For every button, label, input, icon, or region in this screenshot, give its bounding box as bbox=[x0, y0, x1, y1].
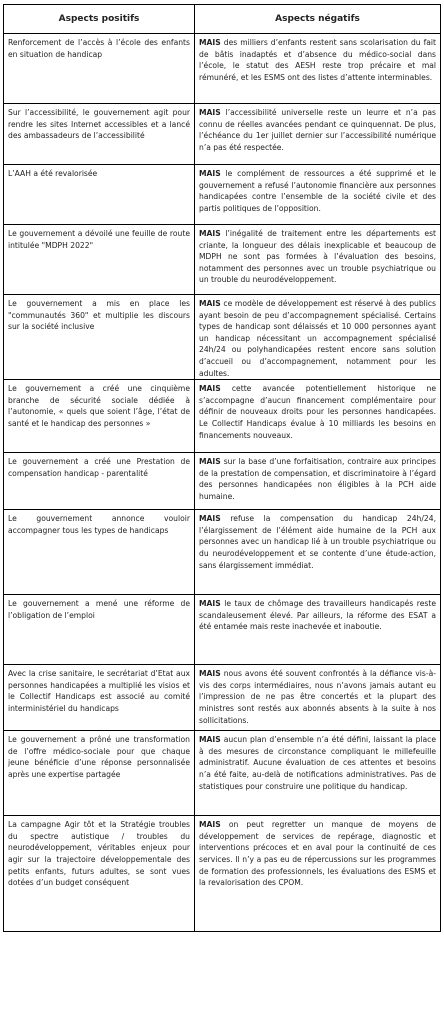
table-row bbox=[4, 34, 441, 104]
mais-label: MAIS bbox=[199, 599, 221, 609]
positive-cell: Le gouvernement a créé une Prestation de compensation handicap - parentalité bbox=[4, 453, 195, 510]
negative-cell bbox=[195, 295, 441, 380]
negative-text: des milliers d’enfants restent sans scolarisation du fait de bâtis inadaptés et d’absence du médico-social dans l’école, le statut des AESH reste trop précaire et mal rémunéré, et les ESMS ont des listes d’attente interminables. bbox=[199, 38, 436, 82]
negative-cell bbox=[195, 816, 441, 932]
negative-text: nous avons été souvent confrontés à la défiance vis-à-vis des corps intermédiaires, nous n’avons jamais autant eu l’impression de ne pas être concertés et la plupart des ministres sont restés aux abonnés absents à la suite à nos sollicitations. bbox=[199, 669, 436, 725]
negative-text: l’accessibilité universelle reste un leurre et n’a pas connu de réelles avancées pendant ce quinquennat. De plus, l’échéance du 1er juillet dernier sur l’accessibilité numérique n’a pas été respectée. bbox=[199, 108, 436, 152]
negative-cell bbox=[195, 665, 441, 731]
positive-cell: Le gouvernement a prôné une transformation de l’offre médico-sociale pour que chaque jeune bénéficie d’une réponse personnalisée après une expertise partagée bbox=[4, 731, 195, 816]
negative-cell bbox=[195, 595, 441, 665]
mais-label: MAIS bbox=[199, 108, 221, 117]
table-row bbox=[4, 165, 441, 225]
negative-cell bbox=[195, 104, 441, 165]
negative-text: aucun plan d’ensemble n’a été défini, laissant la place à des mesures de circonstance compliquant le millefeuille administratif. Aucune évaluation de ces attentes et besoins n’a été faite, au-delà de notifications administratives. Pas de statistiques pour construire une politique du handicap. bbox=[199, 735, 437, 791]
table-row bbox=[4, 104, 441, 165]
positive-cell: L’AAH a été revalorisée bbox=[4, 165, 195, 225]
negative-text: sur la base d’une forfaitisation, contraire aux principes de la prestation de compensation, et discriminatoire à l’égard des personnes handicapées non éligibles à la PCH aide humaine. bbox=[199, 457, 436, 501]
header-positive: Aspects positifs bbox=[4, 5, 195, 34]
table-row bbox=[4, 380, 441, 453]
negative-text: le complément de ressources a été supprimé et le gouvernement a refusé l’autonomie financière aux personnes handicapées contre l’ensemble de la société civile et des partis politiques de l’opposition. bbox=[199, 169, 436, 213]
negative-cell bbox=[195, 225, 441, 295]
mais-label: MAIS bbox=[199, 169, 221, 178]
negative-cell bbox=[195, 453, 441, 510]
mais-label: MAIS bbox=[199, 820, 221, 830]
table-row bbox=[4, 816, 441, 932]
positive-cell: Le gouvernement annonce vouloir accompagner tous les types de handicaps bbox=[4, 510, 195, 595]
mais-label: MAIS bbox=[199, 514, 221, 524]
positive-cell: Le gouvernement a créé une cinquième branche de sécurité sociale dédiée à l’autonomie, « quels que soient l’âge, l’état de santé et le handicap des personnes » bbox=[4, 380, 195, 453]
negative-text: ce modèle de développement est réservé à des publics ayant besoin de peu d’accompagnement spécialisé. Certains types de handicap sont délaissés et 10 000 personnes ayant un handicap nécessitant un accompagnement spécialisé 24h/24 ou polyhandicapées restent encore sans solution d’accueil ou d’accompagnement, notamment pour les adultes. bbox=[199, 299, 437, 378]
negative-text: l’inégalité de traitement entre les départements est criante, la longueur des délais inexplicable et beaucoup de MDPH ne sont pas formées à l’évaluation des besoins, notamment des personnes avec un trouble psychiatrique ou un trouble du neurodéveloppement. bbox=[199, 229, 437, 285]
negative-cell bbox=[195, 380, 441, 453]
positive-cell: Avec la crise sanitaire, le secrétariat d’Etat aux personnes handicapées a multiplié les visios et le Collectif Handicaps est associé au comité interministériel du handicaps bbox=[4, 665, 195, 731]
positive-cell: Le gouvernement a mis en place les "communautés 360" et multiplie les discours sur la société inclusive bbox=[4, 295, 195, 380]
negative-text: le taux de chômage des travailleurs handicapés reste scandaleusement élevé. Par ailleurs, la réforme des ESAT a été entamée mais reste inachevée et inaboutie. bbox=[199, 599, 436, 632]
table-row bbox=[4, 225, 441, 295]
table-row bbox=[4, 665, 441, 731]
negative-cell bbox=[195, 34, 441, 104]
negative-text: refuse la compensation du handicap 24h/24, l’élargissement de l’élément aide humaine de la PCH aux personnes avec un handicap lié à un trouble psychiatrique ou du neurodéveloppement et se contente d’une étude-action, sans élargissement immédiat. bbox=[199, 514, 436, 570]
mais-label: MAIS bbox=[199, 229, 221, 238]
header-negative: Aspects négatifs bbox=[195, 5, 441, 34]
positive-cell: Le gouvernement a dévoilé une feuille de route intitulée "MDPH 2022" bbox=[4, 225, 195, 295]
positive-cell: La campagne Agir tôt et la Stratégie troubles du spectre autistique / troubles du neurodéveloppement, véritables enjeux pour agir sur la trajectoire développementale des petits enfants, futurs adultes, se sont vues dotées d’un budget conséquent bbox=[4, 816, 195, 932]
mais-label: MAIS bbox=[199, 457, 221, 467]
mais-label: MAIS bbox=[199, 384, 221, 394]
negative-cell bbox=[195, 731, 441, 816]
table-header-row bbox=[4, 5, 441, 34]
positive-cell: Le gouvernement a mené une réforme de l’obligation de l’emploi bbox=[4, 595, 195, 665]
negative-text: cette avancée potentiellement historique ne s’accompagne d’aucun financement complémentaire pour définir de nouveaux droits pour les personnes handicapées. Le Collectif Handicaps évalue à 10 milliards les besoins en financements nouveaux. bbox=[199, 384, 436, 440]
mais-label: MAIS bbox=[199, 735, 221, 745]
table-row bbox=[4, 295, 441, 380]
mais-label: MAIS bbox=[199, 38, 221, 47]
table-row bbox=[4, 731, 441, 816]
mais-label: MAIS bbox=[199, 669, 221, 679]
comparison-table bbox=[3, 4, 441, 932]
negative-cell bbox=[195, 165, 441, 225]
table-row bbox=[4, 453, 441, 510]
negative-cell bbox=[195, 510, 441, 595]
positive-cell: Renforcement de l’accès à l’école des enfants en situation de handicap bbox=[4, 34, 195, 104]
table-row bbox=[4, 510, 441, 595]
mais-label: MAIS bbox=[199, 299, 221, 308]
negative-text: on peut regretter un manque de moyens de développement de services de repérage, diagnostic et interventions précoces et en aval pour la continuité de ces services. Il n’y a pas eu de répercussions sur les programmes de formation des professionnels, les évaluations des ESMS et la revalorisation des CPOM. bbox=[199, 820, 436, 888]
table-row bbox=[4, 595, 441, 665]
positive-cell: Sur l’accessibilité, le gouvernement agit pour rendre les sites Internet accessibles et a lancé des ambassadeurs de l’accessibilité bbox=[4, 104, 195, 165]
